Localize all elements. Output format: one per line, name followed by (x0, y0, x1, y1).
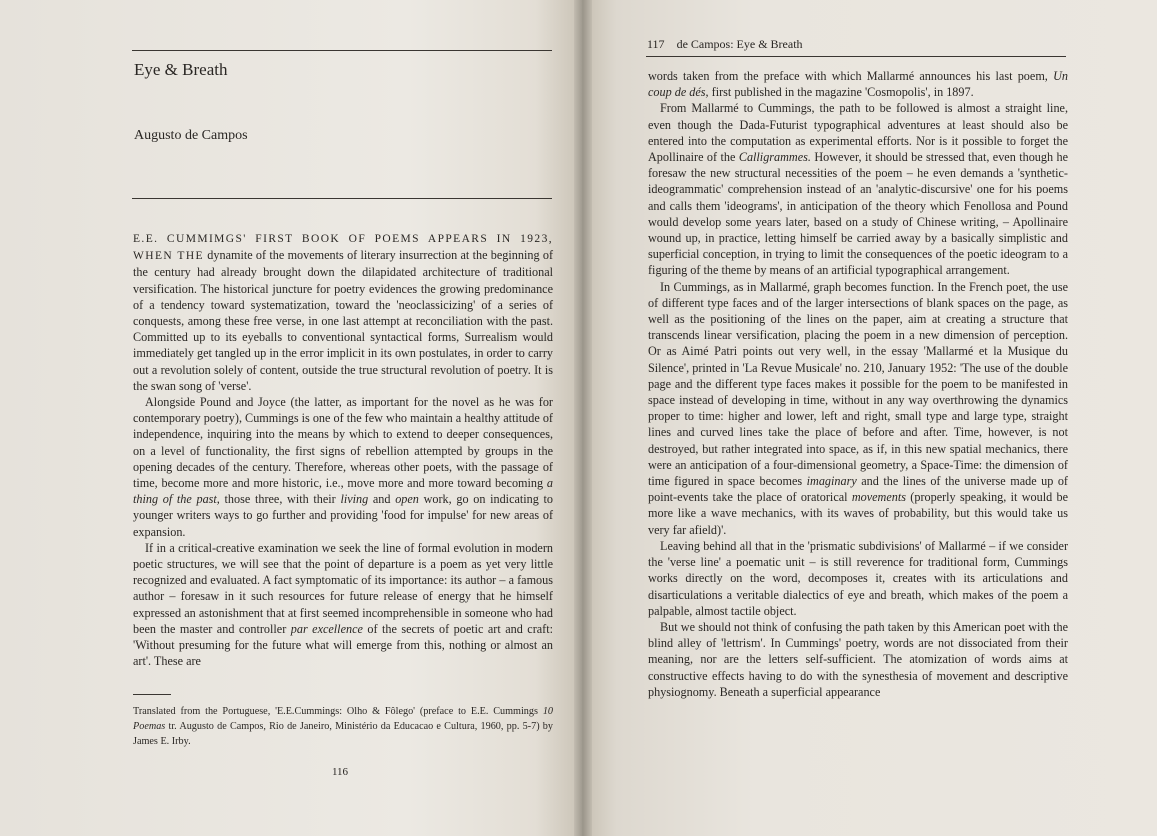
title-rule-bottom (132, 198, 552, 199)
paragraph-text: work, go on indicating to younger writers ways to go further and providing 'food for impulse' for new areas of expansion. (133, 492, 554, 539)
italic-text: living (340, 492, 369, 507)
paragraph-text: of the secrets of poetic art and craft: 'Without presuming for the future what will emerge from this, nothing or almost an art'. These are (133, 621, 553, 669)
book-gutter (574, 0, 592, 836)
right-paragraph-1 (648, 68, 1068, 100)
paragraph-text: and (368, 492, 396, 507)
paragraph-text: Alongside Pound and Joyce (the latter, as important for the novel as he was for contemporary poetry), Cummings is one of the few who maintain a healthy attitude of independence, inquiring into the means by which to extend to deeper consequences, on a level of functionality, the first signs of rebellion attempted by groups in the opening decades of the century. Therefore, whereas other poets, with the passage of time, become more and more historic, i.e., move more and more toward becoming (133, 395, 553, 491)
left-paragraph-1 (133, 230, 553, 394)
paragraph-text: words taken from the preface with which Mallarmé announces his last poem, (648, 69, 1054, 83)
paragraph-text: (properly speaking, it would be more like a wave mechanics, with its waves of probability, but this would take us very far afield)'. (648, 490, 1068, 537)
running-head-rule (646, 56, 1066, 57)
italic-text: par excellence (290, 621, 363, 636)
right-page (582, 0, 1157, 836)
right-paragraph-2 (648, 100, 1068, 278)
italic-text: open (395, 492, 419, 507)
chapter-title: Eye & Breath (134, 60, 228, 79)
paragraph-text: In Cummings, as in Mallarmé, graph becomes function. In the French poet, the use of different type faces and of the larger intersections of blank spaces on the page, as well as the positioning of the lines on the paper, aim at creating a structure that transcends linear versification, placing the poem in a new dimension of perception. Or as Aimé Patri points out very well, in the essay 'Mallarmé et la Musique du Silence', printed in 'La Revue Musicale' no. 210, January 1952: 'The use of the double page and the different type faces makes it possible for the poem to be manifested in space instead of developing in time, without in any way overthrowing the dynamics proper to time: higher and lower, left and right, small type and large type, straight lines and curved lines take the place of before and after. Time, however, is not destroyed, but rather integrated into space, as if, in this new spatial mechanics, there were an anticipation of a four-dimensional geometry, a Space-Time: the dimension of time figured in space becomes (648, 279, 1068, 489)
paragraph-text: first published in the magazine 'Cosmopolis', in 1897. (708, 85, 974, 100)
left-body-text (133, 230, 553, 669)
running-head (647, 37, 803, 52)
page-number-right: 117 (647, 37, 665, 51)
paragraph-text: If in a critical-creative examination we seek the line of formal evolution in modern poetic structures, we will see that the point of departure is a poem as yet very little recognized and evaluated. A fact symptomatic of its importance: its author – a famous author – foresaw in it such resources for future release of energy that he himself expressed an astonishment that at first seemed incomprehensible in someone who had been the master and controller (133, 540, 553, 636)
paragraph-text: those three, with their (219, 492, 341, 507)
title-rule-top (132, 50, 552, 51)
paragraph-text: However, it should be stressed that, even though he foresaw the new structural necessities of the poem – he even demands a 'synthetic-ideogrammatic' comprehension instead of an 'analytic-discursive' one for his poems and calls them 'ideograms', in anticipation of the theory which Fenollosa and Pound would develop some years later, based on a study of Chinese writing, – Apollinaire wound up, in practice, letting himself be carried away by a basically simplistic and superficial conception, in trying to limit the consequences of the poetic ideogram to a figuring of the theme by means of an artificial typographical arrangement. (648, 150, 1069, 278)
paragraph-text: and the lines of the universe made up of point-events take the place of oratorical (648, 474, 1068, 505)
italic-text: Un coup de dés, (648, 69, 1068, 100)
paragraph-text: dynamite of the movements of literary insurrection at the beginning of the century had already brought down the dilapidated architecture of traditional versification. The historical juncture for poetry evidences the growing predominance of a tendency toward systematization, toward the 'neoclassicizing' of a series of conquests, among these free verse, in one last attempt at reconciliation with the past. Committed up to its eyeballs to conventional syntactical forms, Surrealism would immediately get tangled up in the error implicit in its own postulates, in order to carry out a revolution solely of content, outside the true structural revolution of poetry. It is the swan song of 'verse'. (133, 248, 554, 393)
italic-text: imaginary (806, 474, 857, 489)
left-paragraph-3 (133, 540, 553, 670)
page-number-left: 116 (331, 766, 349, 778)
right-paragraph-5: But we should not think of confusing the path taken by this American poet with the blind alley of 'lettrism'. In Cummings' poetry, words are not dissociated from their meaning, nor are the letters self-sufficient. The atomization of words aims at constructive effects having to do with the synesthesia of movement and descriptive physiognomy. Beneath a superficial appearance (648, 619, 1068, 699)
footnote-text: Translated from the Portuguese, 'E.E.Cummings: Olho & Fôlego' (preface to E.E. Cummings (133, 706, 543, 717)
right-body-text (648, 68, 1068, 700)
right-paragraph-3 (648, 279, 1068, 538)
italic-text: movements (851, 490, 906, 505)
right-paragraph-4: Leaving behind all that in the 'prismatic subdivisions' of Mallarmé – if we consider the 'verse line' a poematic unit – is still reverence for traditional form, Cummings works directly on the word, decomposes it, creates with its articulations and disarticulations a veritable dialectics of eye and breath, which makes of the poem a palpable, almost tactile object. (648, 538, 1068, 618)
opening-smallcaps: E.E. CUMMIMGS' FIRST BOOK OF POEMS APPEARS IN 1923, WHEN THE (133, 233, 553, 263)
footnote-rule (133, 694, 171, 695)
italic-text: a thing of the past, (133, 476, 553, 507)
paragraph-text: From Mallarmé to Cummings, the path to be followed is almost a straight line, even though the Dada-Futurist typographical adventures at least should also be entered into the computation as experimental efforts. Nor is it possible to forget the Apollinaire of the (648, 101, 1068, 165)
italic-text: Calligrammes. (738, 150, 811, 165)
left-paragraph-2 (133, 394, 553, 540)
running-head-title: de Campos: Eye & Breath (676, 37, 803, 51)
italic-text: 10 Poemas (133, 706, 553, 732)
chapter-author: Augusto de Campos (134, 128, 248, 143)
footnote-text: tr. Augusto de Campos, Rio de Janeiro, Ministério da Educacao e Cultura, 1960, pp. 5-7) by James E. Irby. (133, 721, 553, 747)
translation-footnote (133, 704, 553, 749)
